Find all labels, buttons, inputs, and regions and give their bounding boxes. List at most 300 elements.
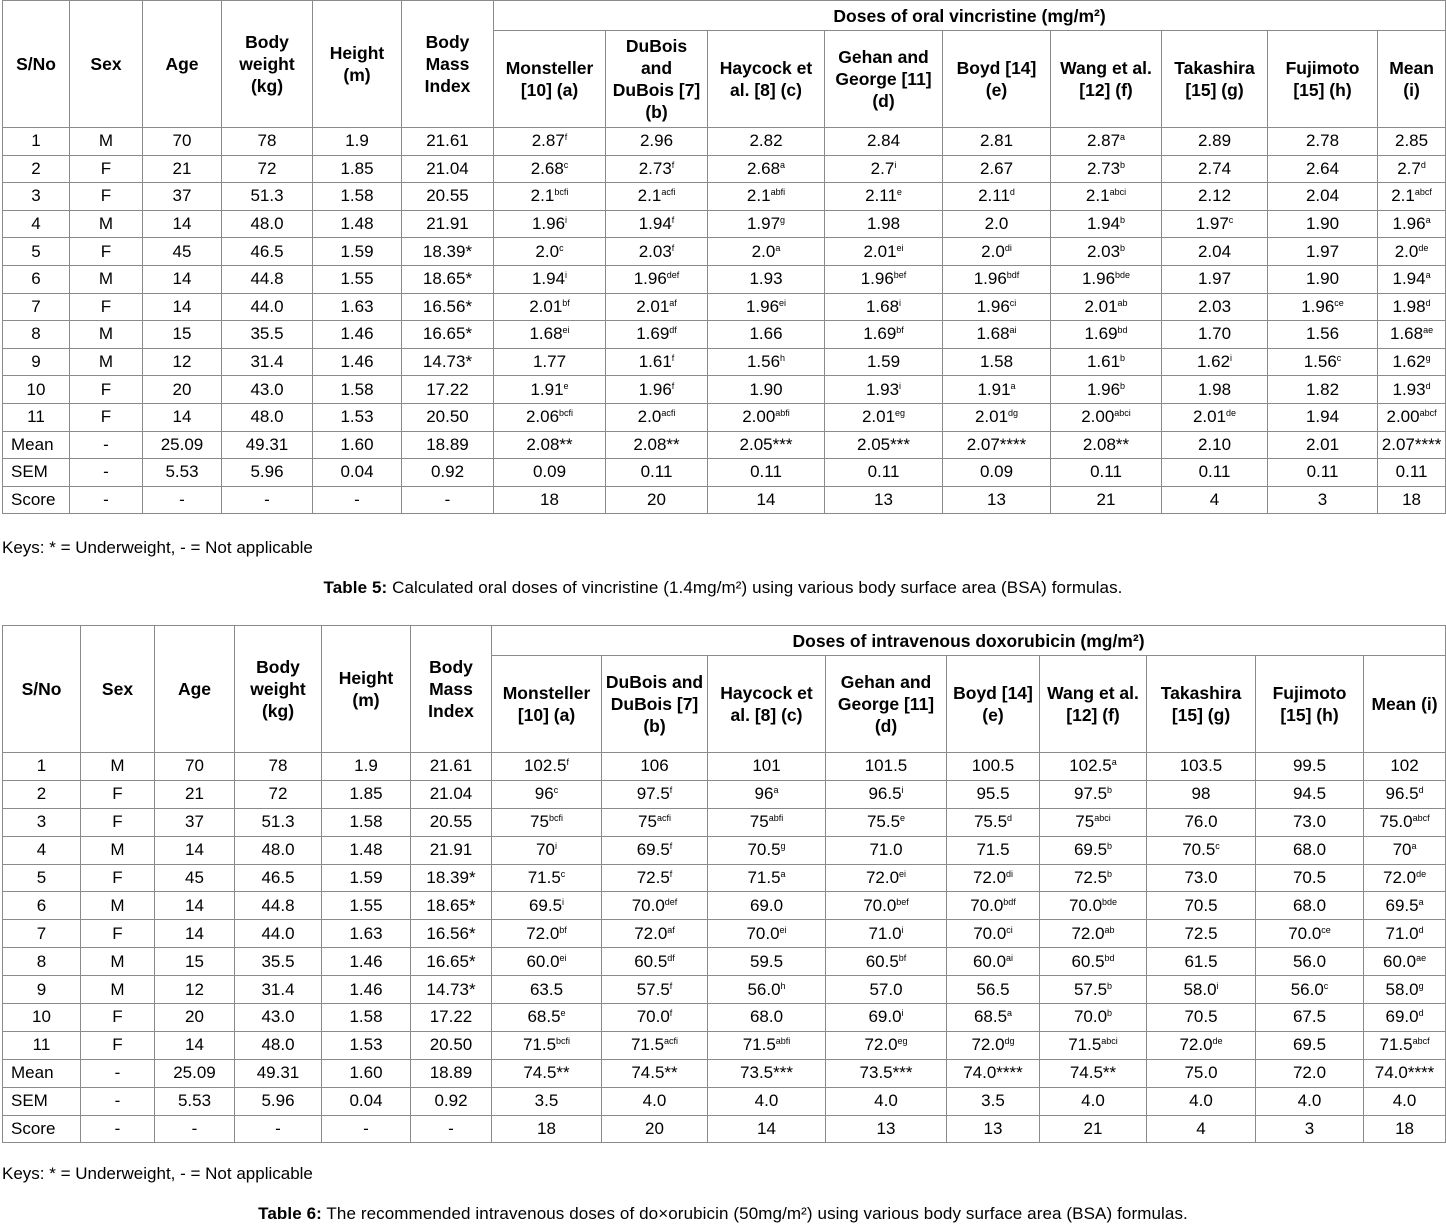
cell-value: 1.85 [340,158,374,178]
cell-value: 4 [1196,1119,1206,1139]
table-cell [402,321,494,349]
cell-value: 70.0 [1288,923,1322,943]
table-cell [708,293,825,321]
table-cell [825,238,943,266]
cell-superscript: af [667,924,675,935]
table-cell [1378,183,1446,211]
cell-value: 2.01 [861,407,896,427]
cell-superscript: abfi [770,187,786,198]
table-cell [825,265,943,293]
table-cell [70,459,143,487]
cell-value: 2.01 [863,241,897,261]
cell-value: 2.01 [636,296,670,316]
table-cell [322,976,411,1004]
table-row [3,836,1446,864]
table-cell [943,293,1051,321]
cell-value: 1.46 [340,352,374,372]
table-cell [70,293,143,321]
cell-superscript: f [671,215,675,226]
cell-value: 18.65* [426,895,476,915]
table-cell [313,210,402,238]
cell-value: 15 [172,324,192,344]
table-cell [1162,376,1268,404]
table-cell [1378,486,1446,514]
table-cell [143,431,222,459]
table-cell [155,836,235,864]
cell-value: 71.5 [742,1035,776,1055]
cell-value: 2.0 [981,241,1005,261]
cell-value: 48.0 [250,407,284,427]
cell-superscript: c [1215,841,1220,852]
cell-value: 5 [36,868,47,887]
cell-value: 2.11 [865,186,897,206]
table-cell [1378,321,1446,349]
cell-superscript: b [1120,159,1126,170]
cell-value: 70.0 [863,895,897,915]
table-row [3,238,1446,266]
cell-value: 2.07**** [966,434,1027,454]
cell-value: 2.73 [638,158,672,178]
col-header-formula: DuBois and DuBois [7] (b) [606,31,708,128]
table-cell [708,948,826,976]
table-cell [402,431,494,459]
cell-value: M [98,324,114,344]
cell-value: Score [11,490,56,510]
cell-value: - [191,1119,198,1139]
cell-value: 10 [32,1007,51,1027]
table-cell [1040,892,1147,920]
table-cell [411,976,492,1004]
cell-value: 1.77 [532,352,567,372]
cell-superscript: i [899,297,902,308]
cell-superscript: abfi [768,813,784,824]
cell-value: 1.48 [349,840,383,860]
table-cell [3,183,70,211]
cell-value: M [110,951,125,971]
table-cell [222,238,313,266]
table-cell [1378,431,1446,459]
table-cell [606,376,708,404]
cell-value: 71.0 [869,840,903,860]
table-cell [1268,403,1378,431]
cell-superscript: acfi [664,1036,679,1047]
cell-superscript: c [1323,980,1329,991]
table-cell [826,836,947,864]
cell-superscript: ce [1334,297,1344,308]
cell-value: 2.1 [1085,186,1110,206]
cell-value: 70 [172,131,192,151]
cell-value: 60.0 [972,951,1007,971]
cell-value: 20.50 [426,407,469,427]
cell-superscript: d [1009,187,1015,198]
table-5-keys: Keys: * = Underweight, - = Not applicable [2,538,313,557]
table-cell [826,864,947,892]
cell-value: 71.5 [527,868,561,887]
table-cell [143,376,222,404]
cell-value: 18.39* [426,868,476,887]
cell-value: 71.5 [522,1035,557,1055]
table-6-caption-label: Table 6: [258,1204,322,1223]
table-cell [1378,210,1446,238]
cell-superscript: f [669,1008,673,1019]
table-cell [222,155,313,183]
cell-value: 16.65* [426,951,476,971]
table-cell [155,1115,235,1143]
cell-value: 43.0 [250,379,284,399]
cell-value: 2.0 [1394,241,1419,261]
table-cell [70,403,143,431]
cell-value: 48.0 [250,214,284,234]
table-cell [708,808,826,836]
cell-superscript: d [1425,297,1431,308]
table-cell [81,976,155,1004]
table-cell [606,486,708,514]
cell-value: F [100,186,112,206]
cell-value: 70.0 [970,895,1004,915]
table-cell [492,1004,602,1032]
cell-value: 13 [874,490,893,510]
cell-value: - [275,1119,281,1139]
cell-value: 25.09 [173,1063,216,1083]
table-cell [313,155,402,183]
cell-value: 1.69 [863,324,897,344]
cell-value: 2.7 [1397,158,1421,178]
cell-superscript: i [901,785,904,796]
cell-value: 70 [185,756,204,776]
table-cell [602,1031,708,1059]
table-cell [708,1004,826,1032]
cell-superscript: ei [562,325,570,336]
table-cell [155,1031,235,1059]
table-cell [606,459,708,487]
col-header-formula: Wang et al. [12] (f) [1040,656,1147,753]
cell-value: 60.0 [1382,951,1417,971]
col-header-formula: Mean (i) [1378,31,1446,128]
table-cell [1378,403,1446,431]
cell-value: 69.5 [1385,895,1419,915]
table-cell [492,1115,602,1143]
cell-value: 74.5** [523,1063,570,1083]
table-cell [606,403,708,431]
cell-value: 20 [185,1007,204,1027]
table-cell [1147,920,1256,948]
cell-value: 72 [257,158,277,178]
table-cell [1147,1031,1256,1059]
cell-value: 1.59 [349,868,383,887]
table-cell [1040,780,1147,808]
cell-value: 2.00 [742,407,776,427]
cell-superscript: a [780,159,786,170]
table-5-caption-label: Table 5: [323,578,388,597]
cell-superscript: eg [897,1036,908,1047]
cell-value: 21.91 [426,214,469,234]
cell-value: 13 [987,490,1006,510]
table-cell [1147,1087,1256,1115]
table-cell [602,808,708,836]
table-cell [826,1031,947,1059]
table-cell [81,780,155,808]
table-cell [155,948,235,976]
cell-value: 14 [172,214,192,234]
cell-value: 60.5 [865,951,899,971]
table-cell [825,486,943,514]
cell-superscript: ai [1009,325,1017,336]
table-cell [322,864,411,892]
table-cell [492,1087,602,1115]
table-cell [411,836,492,864]
cell-superscript: acfi [661,187,676,198]
cell-value: 20 [645,1119,664,1139]
table-cell [1378,348,1446,376]
table-cell [313,238,402,266]
table-cell [313,459,402,487]
table-cell [825,403,943,431]
cell-value: 72.0 [972,868,1007,887]
table-cell [3,976,81,1004]
cell-value: 21.04 [429,784,473,804]
cell-value: 72.0 [1382,868,1417,887]
table-cell [1268,238,1378,266]
cell-superscript: f [669,869,673,879]
table-cell [411,1004,492,1032]
table-cell [826,753,947,781]
cell-value: 58.0 [1385,979,1419,999]
table-cell [1162,348,1268,376]
table-cell [943,348,1051,376]
cell-value: 4.0 [874,1091,898,1111]
cell-superscript: a [1010,380,1016,391]
table-cell [3,808,81,836]
cell-superscript: ae [1423,325,1434,336]
cell-value: 1.98 [866,214,901,234]
cell-superscript: a [1411,841,1417,852]
cell-value: 2.1 [746,186,771,206]
table-cell [708,210,825,238]
table-cell [602,780,708,808]
cell-value: 70.5 [747,840,781,860]
cell-superscript: abcf [1412,1036,1430,1047]
cell-value: 1.94 [1305,407,1340,427]
cell-value: 44.8 [250,269,284,289]
table-cell [402,128,494,156]
cell-value: 1.96 [860,269,894,289]
cell-value: 94.5 [1292,784,1327,804]
cell-value: 78 [257,131,277,151]
cell-value: 72.0 [864,1035,898,1055]
cell-value: 2.81 [979,131,1014,151]
table-cell [3,1087,81,1115]
cell-value: 1.55 [340,269,374,289]
cell-value: 2.87 [531,131,565,151]
table-cell [943,210,1051,238]
table-cell [1378,155,1446,183]
table-cell [947,976,1040,1004]
cell-value: 3.5 [534,1091,559,1111]
cell-superscript: acfi [661,408,676,419]
table-cell [81,1004,155,1032]
table-cell [143,183,222,211]
cell-value: F [100,379,112,399]
table-cell [826,1004,947,1032]
cell-value: 1.96 [633,269,667,289]
cell-value: - [363,1119,369,1139]
cell-superscript: g [1425,353,1431,364]
cell-superscript: bf [896,325,904,336]
table-cell [708,376,825,404]
table-cell [3,486,70,514]
cell-value: 1.46 [340,324,374,344]
table-cell [708,1031,826,1059]
table-cell [1040,836,1147,864]
cell-value: 51.3 [250,186,284,206]
table-cell [708,753,826,781]
table-cell [402,348,494,376]
table-cell [947,780,1040,808]
cell-value: F [112,812,123,832]
table-cell [825,183,943,211]
cell-value: 56.0 [1290,979,1324,999]
cell-value: 4 [1209,490,1220,510]
table-cell [1364,948,1446,976]
cell-superscript: abcf [1414,187,1432,198]
table-cell [70,376,143,404]
table-cell [222,403,313,431]
cell-value: F [112,1007,123,1027]
table-cell [1378,459,1446,487]
table-cell [222,293,313,321]
cell-superscript: ci [1009,297,1017,308]
table-6 [2,625,1446,1143]
table-cell [322,780,411,808]
cell-superscript: i [565,215,568,226]
cell-value: 0.92 [434,1091,468,1111]
table-cell [322,1059,411,1087]
table-cell [1040,1115,1147,1143]
cell-value: 37 [185,812,204,832]
cell-value: 1.93 [1392,379,1426,399]
cell-value: - [114,1091,121,1111]
table-cell [1364,1115,1446,1143]
cell-value: 101 [752,756,781,776]
table-row [3,321,1446,349]
cell-value: 70.5 [1184,895,1218,915]
cell-superscript: d [1418,785,1424,796]
cell-value: 12 [185,979,204,999]
cell-value: 48.0 [261,840,295,860]
cell-value: 3 [1317,490,1328,510]
table-cell [494,238,606,266]
cell-value: 1.96 [531,214,566,234]
cell-value: 15 [185,951,204,971]
col-header-formula: Wang et al. [12] (f) [1051,31,1162,128]
cell-superscript: a [1111,757,1117,768]
table-cell [322,948,411,976]
cell-value: 1.59 [340,241,374,261]
table-cell [235,753,322,781]
table-cell [1364,780,1446,808]
cell-superscript: acfi [656,813,671,824]
table-cell [70,348,143,376]
cell-value: 2.1 [1391,186,1415,206]
table-cell [222,210,313,238]
table-cell [708,183,825,211]
cell-value: 72.5 [636,868,670,887]
cell-value: 1.58 [340,186,374,206]
table-cell [708,780,826,808]
table-cell [402,238,494,266]
cell-value: 14 [185,895,204,915]
cell-value: 12 [172,352,192,372]
cell-value: 71.5 [976,840,1010,860]
cell-superscript: bef [896,896,909,907]
table-cell [1268,155,1378,183]
cell-value: 1.66 [749,324,783,344]
cell-value: 1.69 [636,324,670,344]
table-cell [143,155,222,183]
cell-value: 14 [172,269,192,289]
table-cell [1147,836,1256,864]
table-cell [235,780,322,808]
table-cell [1256,753,1364,781]
table-cell [1162,155,1268,183]
col-header-body-weight: Body weight (kg) [222,1,313,128]
table-cell [826,976,947,1004]
table-cell [411,780,492,808]
cell-value: 14.73* [426,979,476,999]
table-cell [155,1004,235,1032]
cell-superscript: def [666,270,680,281]
cell-superscript: c [559,242,564,253]
table-cell [411,948,492,976]
table-cell [235,864,322,892]
cell-value: 0.11 [750,462,782,482]
cell-value: 57.5 [1073,979,1108,999]
table-cell [1268,210,1378,238]
table-cell [708,1115,826,1143]
table-cell [1268,459,1378,487]
cell-value: 8 [36,951,47,971]
cell-value: 5.96 [261,1091,295,1111]
cell-value: 97.5 [1073,784,1108,804]
table-cell [492,1059,602,1087]
table-row [3,459,1446,487]
cell-value: 2.10 [1197,434,1232,454]
table-cell [402,155,494,183]
cell-value: 75 [638,812,657,832]
group-header-vincristine: Doses of oral vincristine (mg/m²) [494,1,1446,31]
table-cell [708,920,826,948]
table-cell [1162,238,1268,266]
table-cell [494,128,606,156]
cell-superscript: abfi [775,1036,791,1047]
cell-value: 69.5 [1292,1035,1327,1055]
cell-superscript: a [1120,132,1126,143]
table-cell [402,210,494,238]
cell-value: 9 [31,352,41,372]
cell-superscript: c [553,785,559,796]
cell-superscript: i [565,270,568,281]
cell-superscript: ei [899,869,907,879]
cell-value: 63.5 [529,979,564,999]
table-cell [494,321,606,349]
cell-value: 78 [268,756,288,776]
table-cell [943,238,1051,266]
table-cell [1162,293,1268,321]
table-cell [3,836,81,864]
cell-value: 2 [31,158,41,178]
cell-value: 2.03 [1086,241,1121,261]
cell-value: 95.5 [976,784,1010,804]
